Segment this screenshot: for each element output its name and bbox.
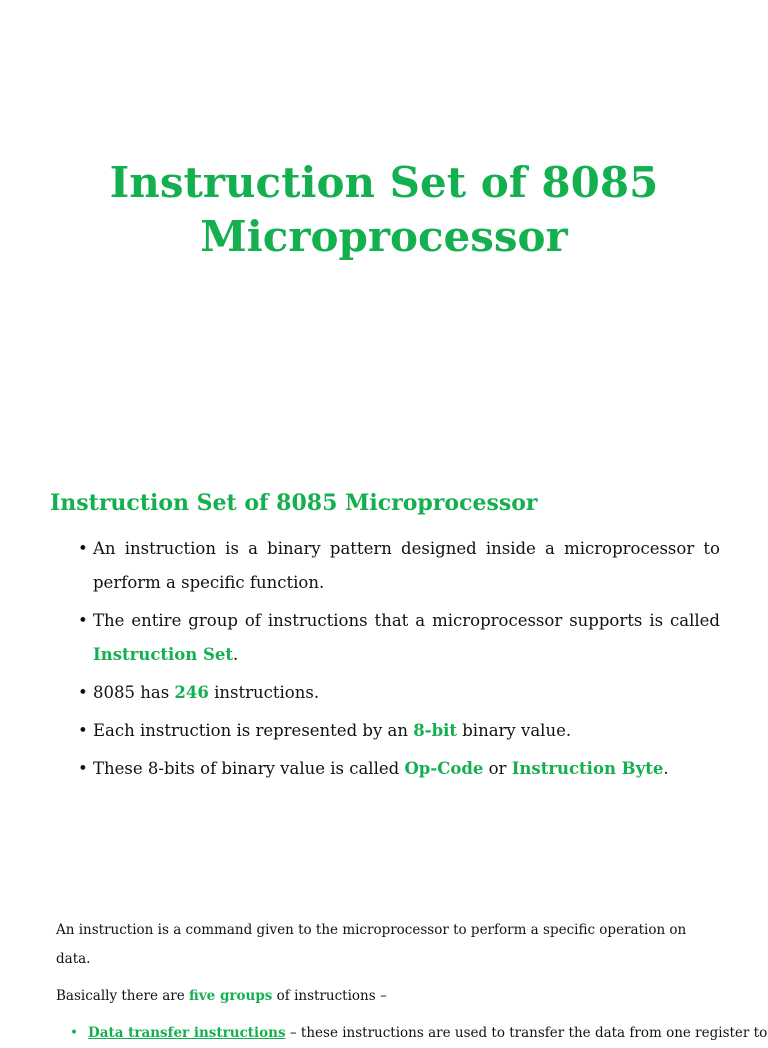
bullet-text-middle: or [483,759,512,778]
bullet-text: These 8-bits of binary value is called [93,759,405,778]
group-item-data-transfer [56,1019,768,1048]
bullet-text-end: . [233,645,239,664]
bullet-text-end: instructions. [208,683,320,702]
bullet-text: Each instruction is represented by an [93,721,414,740]
intro-paragraph: An instruction is a command given to the microprocessor to perform a specific operation on data. [56,922,687,967]
bullet-list [78,532,720,790]
bullet-text-end: . [663,759,669,778]
bullet-text: An instruction is a binary pattern designed inside a microprocessor to perform a specific function. [93,539,720,592]
bullet-item [78,752,720,786]
bullet-item [78,676,720,710]
bullet-highlight: Instruction Set [93,645,234,664]
slide-title-line-2: Microprocessor [200,212,568,261]
group-item-title: Data transfer instructions [88,1025,286,1041]
groups-text-end: of instructions – [272,988,387,1004]
slide-title-line-1: Instruction Set of 8085 [109,158,659,207]
groups-text: Basically there are [56,988,190,1004]
bullet-text: The entire group of instructions that a microprocessor supports is called [93,611,720,630]
bullet-text-end: binary value. [457,721,572,740]
bullet-text: 8085 has [93,683,175,702]
slide-title [0,156,768,264]
bullet-highlight: Instruction Byte [511,759,664,778]
instruction-groups-section [56,916,768,1048]
groups-highlight: five groups [189,988,273,1004]
bullet-item [78,604,720,672]
groups-paragraph [56,982,716,1011]
bullet-highlight: 246 [174,683,209,702]
group-item-description: – these instructions are used to transfer the data from one register to [285,1025,768,1041]
bullet-item [78,714,720,748]
section-heading: Instruction Set of 8085 Microprocessor [50,490,538,516]
bullet-highlight: 8-bit [413,721,457,740]
bullet-highlight: Op-Code [404,759,484,778]
bullet-item [78,532,720,600]
